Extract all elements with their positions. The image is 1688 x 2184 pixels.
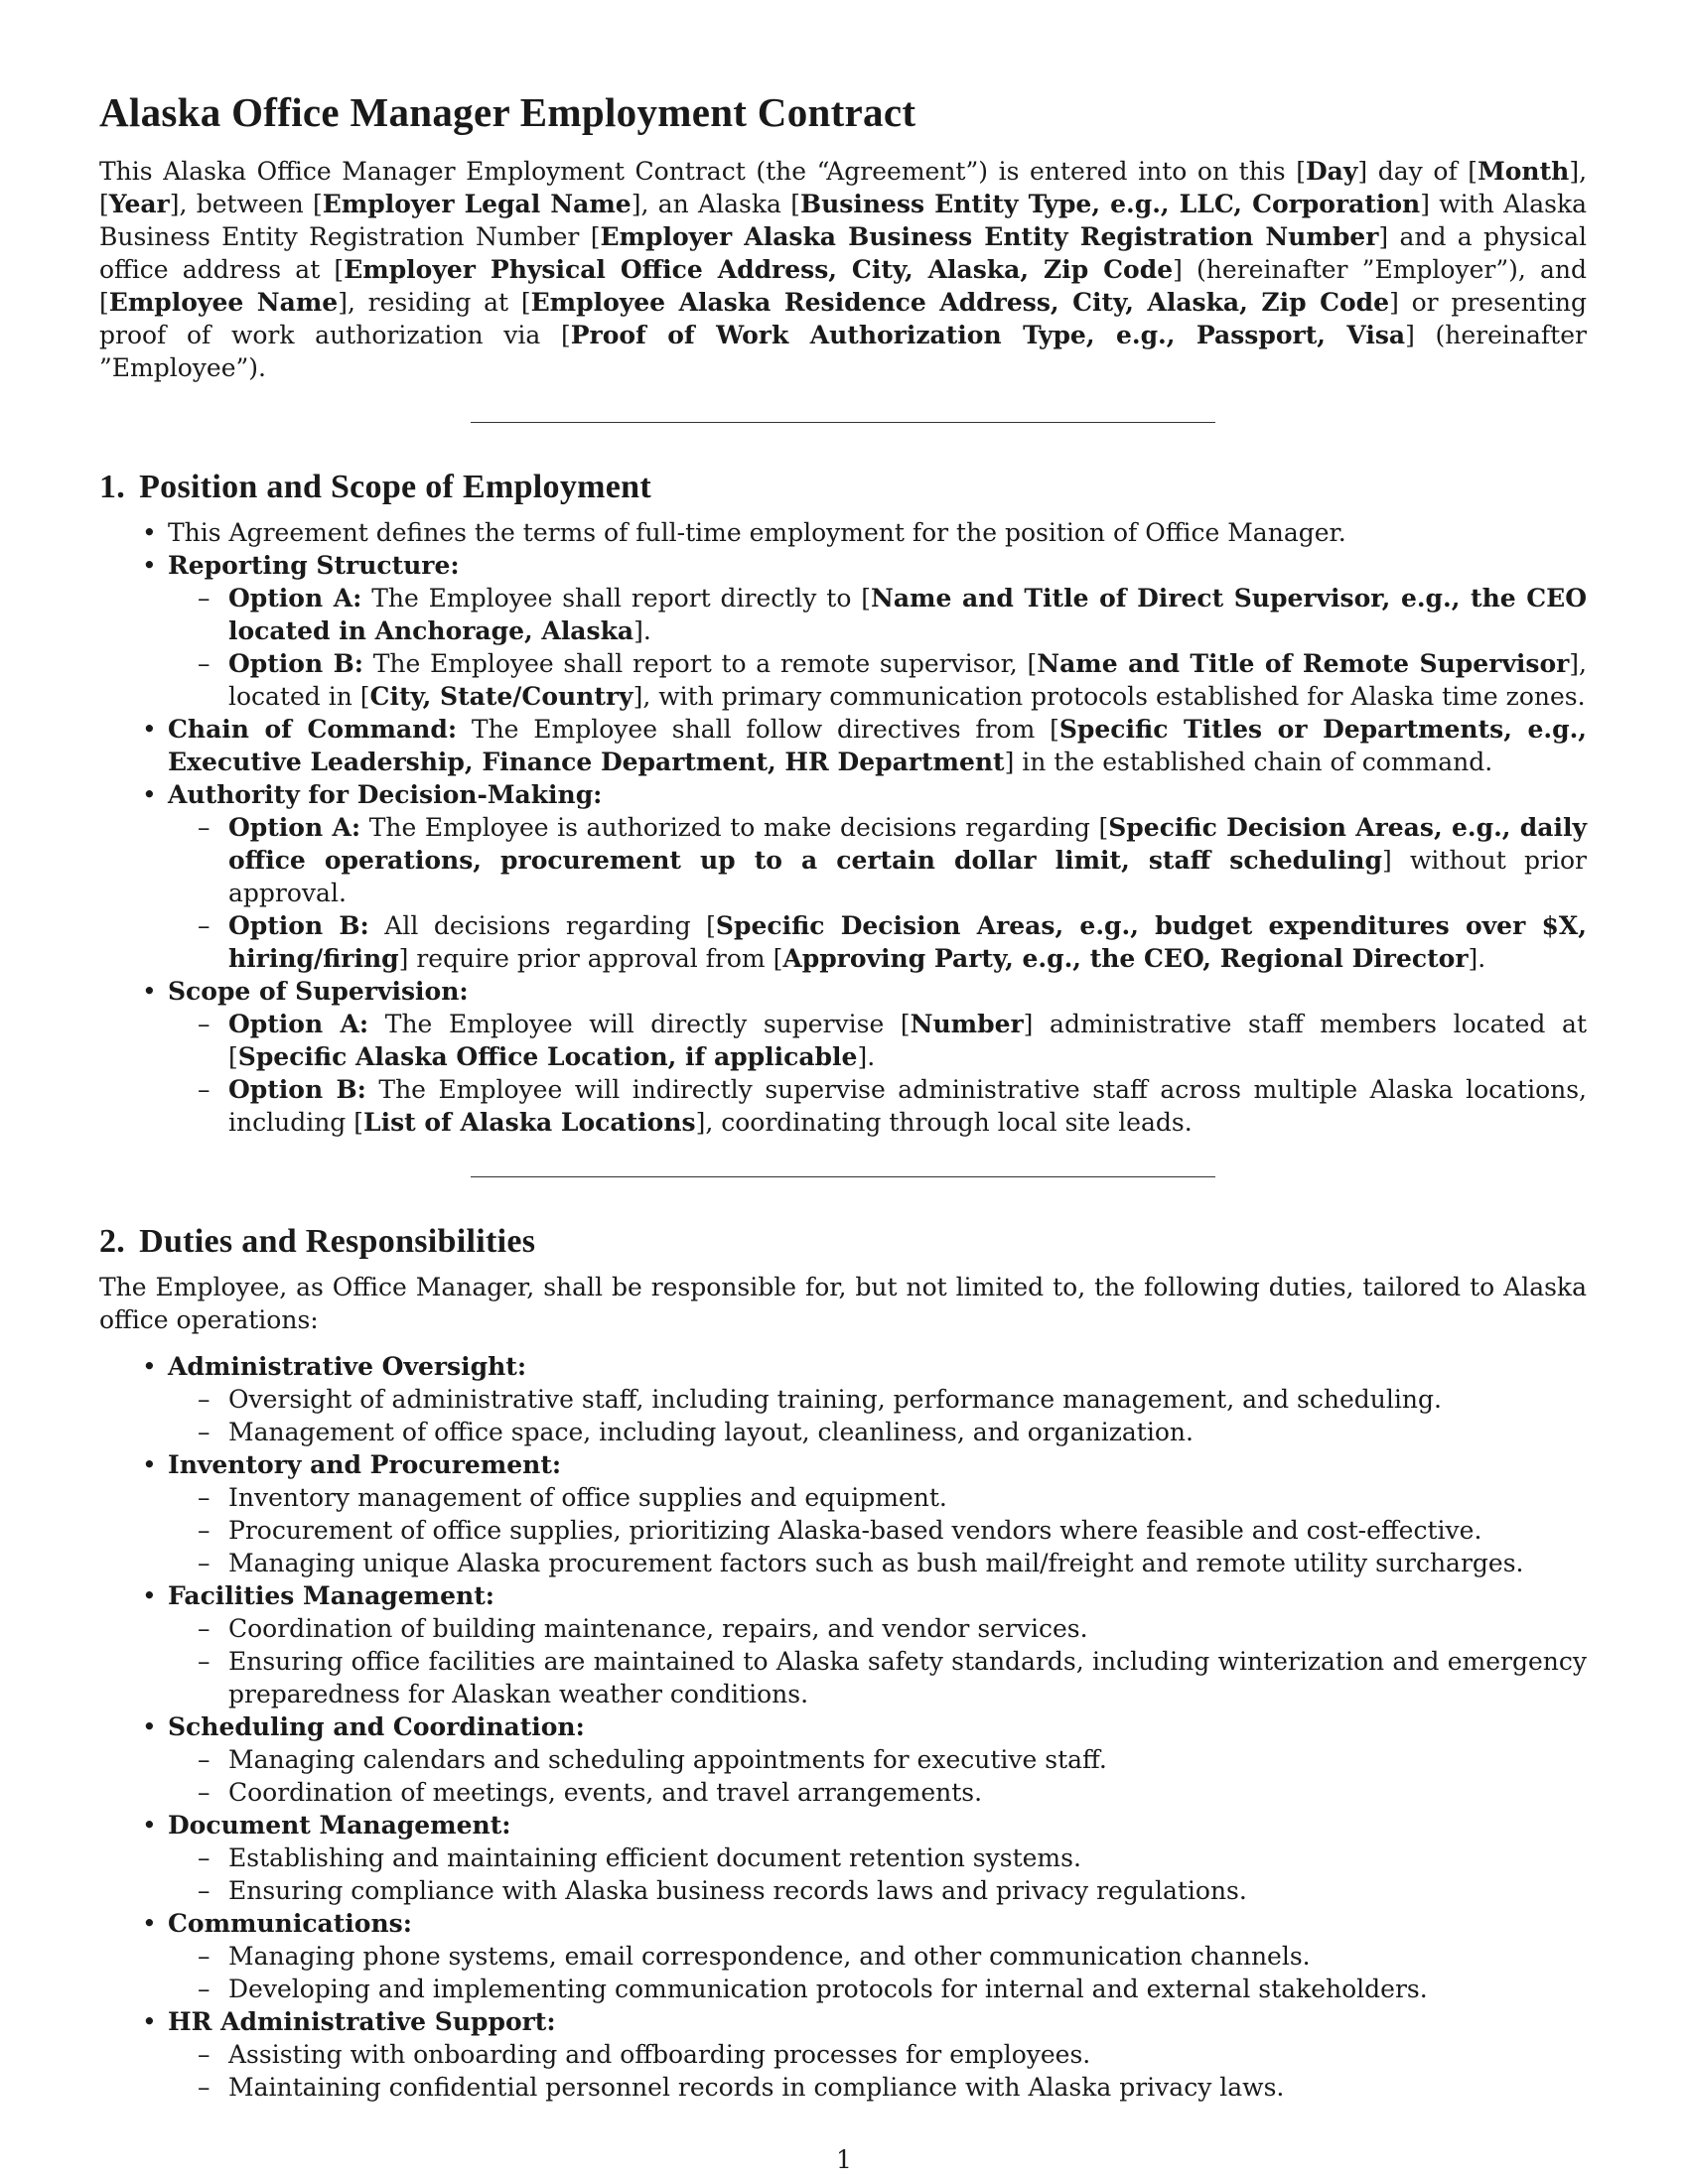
text-run: All decisions regarding [ xyxy=(368,911,716,940)
text-run: This Alaska Office Manager Employment Contract (the “Agreement”) is entered into on this [ xyxy=(99,157,1306,186)
bold-text: Administrative Oversight: xyxy=(168,1352,527,1381)
bold-text: Proof of Work Authorization Type, e.g., Passport, Visa xyxy=(570,321,1406,349)
document-page xyxy=(99,87,1587,2104)
text-run: Maintaining confidential personnel records in compliance with Alaska privacy laws. xyxy=(228,2073,1285,2102)
sub-list-item xyxy=(228,811,1587,909)
text-run: Assisting with onboarding and offboarding processes for employees. xyxy=(228,2040,1091,2069)
text-run: Ensuring compliance with Alaska business records laws and privacy regulations. xyxy=(228,1876,1247,1905)
section-number: 1. xyxy=(99,469,126,505)
sub-list-item xyxy=(228,582,1587,647)
text-run: ] (hereinafter ”Employee”). xyxy=(99,321,1587,382)
text-run: Coordination of meetings, events, and travel arrangements. xyxy=(228,1778,983,1807)
list-item xyxy=(168,1907,1587,2005)
bold-text: List of Alaska Locations xyxy=(363,1108,696,1137)
list-item-text xyxy=(168,778,1587,811)
list-item-text xyxy=(168,2005,1587,2038)
text-run: The Employee will directly supervise [ xyxy=(368,1010,911,1038)
sub-list-item xyxy=(228,1383,1587,1416)
text-run: ] with Alaska Business Entity Registration Number [ xyxy=(99,190,1587,251)
list-item-text xyxy=(168,1579,1587,1612)
sub-list xyxy=(168,1743,1587,1809)
text-run: ], residing at [ xyxy=(338,288,531,317)
bold-text: Employer Legal Name xyxy=(322,190,632,218)
list-item xyxy=(168,1809,1587,1907)
bold-text: Specific Decision Areas, e.g., daily office operations, procurement up to a certain dollar limit, staff scheduling xyxy=(228,813,1588,875)
text-run: The Employee shall report directly to [ xyxy=(361,584,871,613)
bold-text: Chain of Command: xyxy=(168,715,458,744)
bold-text: Employer Alaska Business Entity Registration Number xyxy=(600,222,1379,251)
sub-list-item xyxy=(228,1973,1587,2005)
text-run: Management of office space, including layout, cleanliness, and organization. xyxy=(228,1418,1194,1446)
sub-list-item xyxy=(228,1612,1587,1645)
bold-text: Employee Name xyxy=(108,288,339,317)
sub-list-item xyxy=(228,1416,1587,1448)
list-item xyxy=(168,1579,1587,1710)
text-run: ] require prior approval from [ xyxy=(398,944,783,973)
bold-text: Name and Title of Remote Supervisor xyxy=(1037,649,1570,678)
text-run: This Agreement defines the terms of full-time employment for the position of Office Manager. xyxy=(168,518,1346,547)
sub-list-item xyxy=(228,1073,1587,1139)
text-run: ]. xyxy=(1468,944,1486,973)
text-run: ]. xyxy=(857,1042,876,1071)
text-run: ] or presenting proof of work authorization via [ xyxy=(99,288,1587,349)
sub-list-item xyxy=(228,1940,1587,1973)
bold-text: Inventory and Procurement: xyxy=(168,1450,562,1479)
document-title: Alaska Office Manager Employment Contract xyxy=(99,89,916,135)
sub-list-item xyxy=(228,1547,1587,1579)
bold-text: Month xyxy=(1477,157,1570,186)
text-run: The Employee will indirectly supervise administrative staff across multiple Alaska locations, including [ xyxy=(228,1075,1588,1137)
section-2-heading xyxy=(99,1221,1587,1263)
bold-text: Communications: xyxy=(168,1909,412,1938)
text-run: The Employee shall report to a remote supervisor, [ xyxy=(362,649,1038,678)
text-run: ]. xyxy=(633,616,651,645)
bold-text: City, State/Country xyxy=(369,682,633,711)
sub-list xyxy=(168,1612,1587,1710)
sub-list-item xyxy=(228,1645,1587,1710)
bold-text: Option A: xyxy=(228,813,361,842)
bold-text: Employer Physical Office Address, City, Alaska, Zip Code xyxy=(344,255,1174,284)
text-run: Managing unique Alaska procurement factors such as bush mail/freight and remote utility surcharges. xyxy=(228,1549,1524,1577)
sub-list xyxy=(168,2038,1587,2104)
text-run: The Employee shall follow directives from [ xyxy=(457,715,1059,744)
list-item-text xyxy=(168,1350,1587,1383)
list-item xyxy=(168,975,1587,1139)
section-title: Duties and Responsibilities xyxy=(139,1223,536,1260)
sub-list-item xyxy=(228,1743,1587,1776)
bold-text: Approving Party, e.g., the CEO, Regional Director xyxy=(782,944,1469,973)
sub-list xyxy=(168,1383,1587,1448)
text-run: Ensuring office facilities are maintained to Alaska safety standards, including winterization and emergency preparedness for Alaskan weather conditions. xyxy=(228,1647,1587,1708)
sub-list-item xyxy=(228,1481,1587,1514)
bold-text: Scope of Supervision: xyxy=(168,977,469,1006)
list-item-text xyxy=(168,549,1587,582)
bold-text: Option A: xyxy=(228,584,362,613)
text-run: ] day of [ xyxy=(1357,157,1478,186)
text-run: ], between [ xyxy=(169,190,323,218)
intro-paragraph xyxy=(99,155,1587,384)
text-run: Developing and implementing communication protocols for internal and external stakeholders. xyxy=(228,1975,1428,2003)
sub-list xyxy=(168,1842,1587,1907)
bold-text: Year xyxy=(108,190,170,218)
sub-list-item xyxy=(228,647,1587,713)
bold-text: Name and Title of Direct Supervisor, e.g., the CEO located in Anchorage, Alaska xyxy=(228,584,1588,645)
text-run: ] without prior approval. xyxy=(228,846,1588,907)
section-1-list xyxy=(99,516,1587,1139)
list-item-text xyxy=(168,713,1587,778)
bold-text: Option A: xyxy=(228,1010,369,1038)
sub-list xyxy=(168,582,1587,713)
section-divider xyxy=(471,1176,1215,1177)
bold-text: Specific Titles or Departments, e.g., Executive Leadership, Finance Department, HR Department xyxy=(168,715,1587,776)
bold-text: Document Management: xyxy=(168,1811,511,1840)
text-run: ] administrative staff members located at [ xyxy=(228,1010,1587,1071)
sub-list-item xyxy=(228,2071,1587,2104)
sub-list xyxy=(168,811,1587,975)
text-run: The Employee is authorized to make decisions regarding [ xyxy=(360,813,1109,842)
sub-list xyxy=(168,1940,1587,2005)
sub-list-item xyxy=(228,1008,1587,1073)
text-run: Oversight of administrative staff, including training, performance management, and scheduling. xyxy=(228,1385,1442,1414)
list-item xyxy=(168,713,1587,778)
page-number: 1 xyxy=(836,2145,852,2174)
bold-text: Option B: xyxy=(228,911,369,940)
text-run: ], [ xyxy=(99,157,1588,218)
text-run: ], coordinating through local site leads. xyxy=(695,1108,1193,1137)
text-run: ] and a physical office address at [ xyxy=(99,222,1587,284)
section-2-list xyxy=(99,1350,1587,2104)
bold-text: Specific Decision Areas, e.g., budget expenditures over $X, hiring/firing xyxy=(228,911,1588,973)
list-item-text xyxy=(168,975,1587,1008)
section-2-intro: The Employee, as Office Manager, shall be responsible for, but not limited to, the following duties, tailored to Alaska office operations: xyxy=(99,1273,1587,1334)
text-run: ], with primary communication protocols established for Alaska time zones. xyxy=(633,682,1586,711)
list-item xyxy=(168,1350,1587,1448)
text-run: Inventory management of office supplies and equipment. xyxy=(228,1483,947,1512)
sub-list-item xyxy=(228,909,1587,975)
bold-text: Facilities Management: xyxy=(168,1581,494,1610)
section-divider xyxy=(471,422,1215,423)
list-item xyxy=(168,516,1587,549)
sub-list-item xyxy=(228,2038,1587,2071)
bold-text: HR Administrative Support: xyxy=(168,2007,556,2036)
list-item-text xyxy=(168,516,1587,549)
list-item xyxy=(168,1710,1587,1809)
section-1-heading xyxy=(99,467,1587,508)
bold-text: Authority for Decision-Making: xyxy=(168,780,603,809)
list-item-text xyxy=(168,1448,1587,1481)
text-run: Establishing and maintaining efficient document retention systems. xyxy=(228,1843,1081,1872)
bold-text: Scheduling and Coordination: xyxy=(168,1712,585,1741)
bold-text: Option B: xyxy=(228,1075,366,1104)
sub-list xyxy=(168,1481,1587,1579)
bold-text: Option B: xyxy=(228,649,363,678)
list-item-text xyxy=(168,1710,1587,1743)
section-title: Position and Scope of Employment xyxy=(139,469,651,505)
bold-text: Specific Alaska Office Location, if applicable xyxy=(237,1042,858,1071)
text-run: Procurement of office supplies, prioritizing Alaska-based vendors where feasible and cost-effective. xyxy=(228,1516,1482,1545)
bold-text: Business Entity Type, e.g., LLC, Corporation xyxy=(799,190,1421,218)
bold-text: Employee Alaska Residence Address, City, Alaska, Zip Code xyxy=(530,288,1390,317)
list-item xyxy=(168,2005,1587,2104)
text-run: ], located in [ xyxy=(228,649,1587,711)
sub-list-item xyxy=(228,1842,1587,1874)
text-run: Managing calendars and scheduling appointments for executive staff. xyxy=(228,1745,1107,1774)
section-number: 2. xyxy=(99,1223,126,1260)
text-run: ] in the established chain of command. xyxy=(1004,748,1493,776)
text-run: ], an Alaska [ xyxy=(631,190,800,218)
sub-list-item xyxy=(228,1874,1587,1907)
sub-list-item xyxy=(228,1776,1587,1809)
text-run: ] (hereinafter ”Employer”), and [ xyxy=(99,255,1588,317)
bold-text: Number xyxy=(910,1010,1024,1038)
list-item-text xyxy=(168,1809,1587,1842)
sub-list xyxy=(168,1008,1587,1139)
list-item-text xyxy=(168,1907,1587,1940)
bold-text: Reporting Structure: xyxy=(168,551,460,580)
sub-list-item xyxy=(228,1514,1587,1547)
list-item xyxy=(168,549,1587,713)
text-run: Coordination of building maintenance, repairs, and vendor services. xyxy=(228,1614,1088,1643)
text-run: Managing phone systems, email correspondence, and other communication channels. xyxy=(228,1942,1311,1971)
list-item xyxy=(168,1448,1587,1579)
list-item xyxy=(168,778,1587,975)
bold-text: Day xyxy=(1306,157,1358,186)
